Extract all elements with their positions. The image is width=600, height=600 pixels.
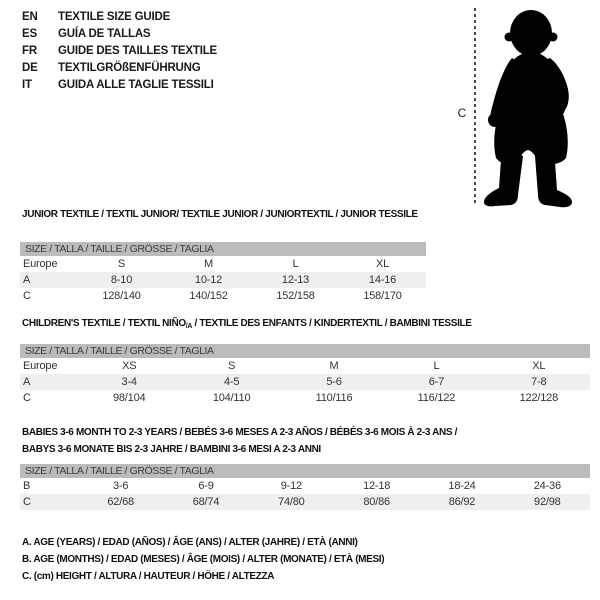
table-cell: S xyxy=(117,258,126,270)
language-row-fr xyxy=(22,43,217,60)
language-label: GUIDA ALLE TAGLIE TESSILI xyxy=(58,79,214,91)
row-label: C xyxy=(23,290,31,302)
table-cell: M xyxy=(329,360,339,372)
baby-silhouette-icon xyxy=(480,8,576,210)
table-row-age-months xyxy=(20,478,590,494)
row-label: Europe xyxy=(23,360,58,372)
row-label: C xyxy=(23,392,31,404)
table-cell: 68/74 xyxy=(192,496,220,508)
table-row-age xyxy=(20,374,590,390)
table-row-height xyxy=(20,494,590,510)
row-label: A xyxy=(23,376,31,388)
language-row-de xyxy=(22,60,217,77)
table-cell: 62/68 xyxy=(107,496,134,508)
row-label: Europe xyxy=(23,258,58,270)
table-row-age xyxy=(20,272,426,288)
table-cell: 9-12 xyxy=(280,480,302,492)
language-code: EN xyxy=(22,11,38,23)
legend-notes xyxy=(22,534,384,585)
size-header-bar: SIZE / TALLA / TAILLE / GRÖSSE / TAGLIA xyxy=(20,464,590,478)
table-cell: XS xyxy=(122,360,137,372)
language-row-es xyxy=(22,26,217,43)
babies-title-line2: BABYS 3-6 MONATE BIS 2-3 JAHRE / BAMBINI 3-6 MESI A 2-3 ANNI xyxy=(22,444,321,455)
table-cell: 3-6 xyxy=(113,480,129,492)
table-cell: XL xyxy=(375,258,390,270)
language-label: GUÍA DE TALLAS xyxy=(58,28,151,40)
table-cell: 122/128 xyxy=(519,392,559,404)
table-row-height xyxy=(20,288,426,304)
language-label: TEXTILGRÖßENFÜHRUNG xyxy=(58,62,201,74)
table-cell: XL xyxy=(532,360,546,372)
junior-table xyxy=(20,242,426,304)
table-cell: 24-36 xyxy=(533,480,561,492)
row-label: B xyxy=(23,480,31,492)
size-header-bar: SIZE / TALLA / TAILLE / GRÖSSE / TAGLIA xyxy=(20,242,426,256)
size-header-bar: SIZE / TALLA / TAILLE / GRÖSSE / TAGLIA xyxy=(20,344,590,358)
height-marker-dashed-line xyxy=(474,8,476,206)
table-cell: 116/122 xyxy=(417,392,456,404)
table-cell: 4-5 xyxy=(223,376,240,388)
children-title-post: / TEXTILE DES ENFANTS / KINDERTEXTIL / BAMBINI TESSILE xyxy=(192,318,472,329)
table-cell: 6-7 xyxy=(428,376,445,388)
table-cell: 10-12 xyxy=(194,274,223,286)
row-label: C xyxy=(23,496,31,508)
children-title-sub: /A xyxy=(185,323,193,330)
table-cell: L xyxy=(292,258,299,270)
table-cell: M xyxy=(204,258,213,270)
table-cell: 128/140 xyxy=(102,290,141,302)
table-cell: 6-9 xyxy=(198,480,214,492)
row-label: A xyxy=(23,274,31,286)
children-title-pre: CHILDREN'S TEXTILE / TEXTIL NIÑO xyxy=(22,318,186,329)
language-code: FR xyxy=(22,45,37,57)
language-code: ES xyxy=(22,28,37,40)
table-cell: 3-4 xyxy=(121,376,137,388)
language-code: IT xyxy=(22,79,32,91)
children-table xyxy=(20,344,590,406)
table-cell: 18-24 xyxy=(448,480,476,492)
junior-table-title: JUNIOR TEXTILE / TEXTIL JUNIOR/ TEXTILE JUNIOR / JUNIORTEXTIL / JUNIOR TESSILE xyxy=(22,209,418,220)
table-row-height xyxy=(20,390,590,406)
table-cell: 140/152 xyxy=(189,290,228,302)
language-label: TEXTILE SIZE GUIDE xyxy=(58,11,171,23)
table-cell: 152/158 xyxy=(276,290,315,302)
table-cell: 8-10 xyxy=(110,274,133,286)
table-cell: 12-13 xyxy=(281,274,310,286)
language-row-en xyxy=(22,9,217,26)
table-cell: 158/170 xyxy=(363,290,402,302)
table-cell: 98/104 xyxy=(112,392,146,404)
babies-table-title xyxy=(22,424,582,458)
table-cell: 104/110 xyxy=(212,392,251,404)
table-cell: 14-16 xyxy=(368,274,397,286)
language-label: GUIDE DES TAILLES TEXTILE xyxy=(58,45,217,57)
note-height-cm: C. (cm) HEIGHT / ALTURA / HAUTEUR / HÖHE / ALTEZZA xyxy=(22,571,275,582)
table-row-europe xyxy=(20,358,590,374)
babies-table xyxy=(20,464,590,510)
babies-title-line1: BABIES 3-6 MONTH TO 2-3 YEARS / BEBÉS 3-6 MESES A 2-3 AÑOS / BÉBÉS 3-6 MOIS À 2-3 ANS / xyxy=(22,427,458,438)
table-cell: 74/80 xyxy=(278,496,305,508)
table-cell: 92/98 xyxy=(534,496,561,508)
table-cell: 5-6 xyxy=(326,376,342,388)
table-cell: L xyxy=(433,360,440,372)
language-code: DE xyxy=(22,62,38,74)
table-cell: 12-18 xyxy=(363,480,391,492)
language-header xyxy=(22,9,217,94)
note-age-months: B. AGE (MONTHS) / EDAD (MESES) / ÂGE (MOIS) / ALTER (MONATE) / ETÀ (MESI) xyxy=(22,554,385,565)
note-age-years: A. AGE (YEARS) / EDAD (AÑOS) / ÂGE (ANS) / ALTER (JAHRE) / ETÀ (ANNI) xyxy=(22,537,358,548)
table-row-europe xyxy=(20,256,426,272)
table-cell: S xyxy=(228,360,236,372)
table-cell: 86/92 xyxy=(448,496,476,508)
children-table-title xyxy=(22,318,472,330)
table-cell: 7-8 xyxy=(531,376,547,388)
language-row-it xyxy=(22,77,217,94)
table-cell: 110/116 xyxy=(315,392,353,404)
table-cell: 80/86 xyxy=(363,496,390,508)
height-marker-label: C xyxy=(457,106,467,120)
